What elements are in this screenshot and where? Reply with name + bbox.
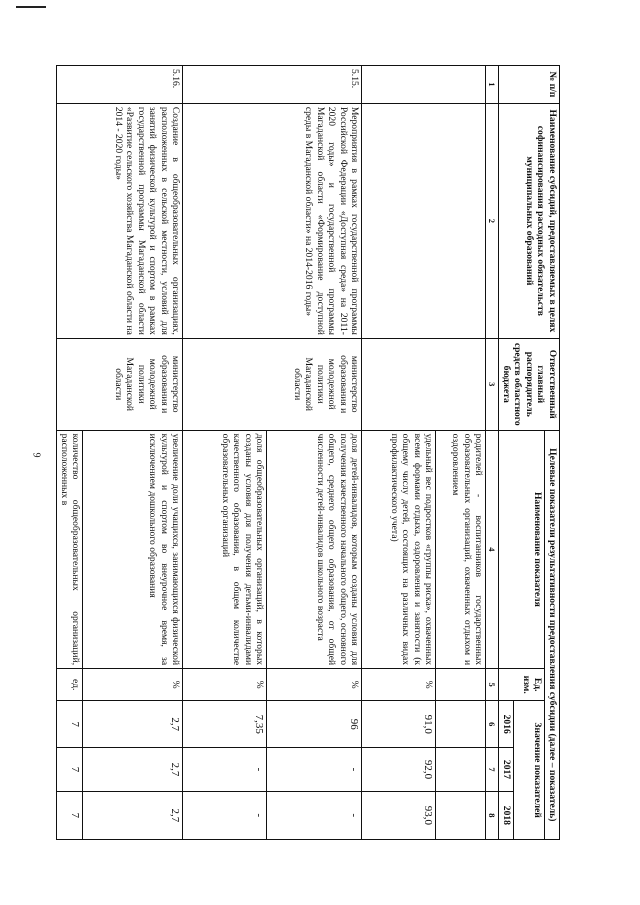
resp-cell-empty (362, 338, 486, 430)
rotated-table-wrapper (56, 65, 560, 840)
index-cell: 1 (486, 66, 499, 104)
indicator-unit: % (83, 669, 183, 701)
unit-cell-empty (436, 669, 486, 701)
indicator-name: увеличение доли учащихся, занимающихся физической культурой и спортом во внеурочное время, за исключением дошкольного образования (83, 430, 183, 669)
value-2017: 7 (57, 748, 83, 792)
responsible-body: министерство образования и молодежной политики Магаданской области (57, 338, 183, 430)
index-cell: 2 (486, 103, 499, 338)
index-cell: 4 (486, 430, 499, 669)
indicator-name: количество общеобразовательных организаций, расположенных в (57, 430, 83, 669)
value-2016: 91,0 (362, 701, 436, 748)
header-year: 2016 (499, 701, 514, 748)
value-cell-empty (436, 701, 486, 748)
indicator-name: удельный вес подростков «группы риска», охваченных всеми формами отдыха, оздоровления и занятости (к общему числу детей, состоящих на различных видах профилактического учета) (362, 430, 436, 669)
table-row (267, 66, 362, 840)
indicator-unit: % (362, 669, 436, 701)
indicator-name: доля детей-инвалидов, которым созданы условия для получения качественного начального общего, основного общего, среднего общего образования, от общей численности детей-инвалидов школьного возраста (267, 430, 362, 669)
value-2017: 2,7 (83, 748, 183, 792)
table-row (436, 66, 486, 840)
header-num: № п/п (499, 66, 560, 104)
index-cell: 6 (486, 701, 499, 748)
header-responsible: Ответственный главный распорядитель средств областного бюджета (499, 338, 560, 430)
value-2017: 92,0 (362, 748, 436, 792)
value-2017: - (183, 748, 267, 792)
row-number: 5.15. (183, 66, 362, 104)
index-cell: 7 (486, 748, 499, 792)
header-subsidy-name: Наименование субсидий, предоставляемых в целях софинансирования расходных обязательств муниципальных образований (499, 103, 560, 338)
index-cell: 8 (486, 791, 499, 839)
name-cell-empty (362, 103, 486, 338)
indicator-name: родителей - воспитанников государственных образовательных организаций, охваченных отдыхом и оздоровлением (436, 430, 486, 669)
subsidy-name: Мероприятия в рамках государственной программы Российской Федерации «Доступная среда» на 2011-2020 годы» и государственной программы Магаданской области «Формирование доступной среды в Магаданской области» на 2014-2016 годы» (183, 103, 362, 338)
value-cell-empty (436, 791, 486, 839)
header-indicator-name: Наименование показателя (499, 430, 545, 669)
responsible-body: министерство образования и молодежной политики Магаданской области (183, 338, 362, 430)
value-2016: 7 (57, 701, 83, 748)
row-number: 5.16. (57, 66, 183, 104)
indicator-name: доля общеобразовательных организаций, в которых созданы условия для получения детьми-инвалидами качественного образования, в общем количестве образовательных организаций (183, 430, 267, 669)
value-2018: - (267, 791, 362, 839)
top-rule (16, 6, 46, 8)
page-number: 9 (30, 452, 42, 458)
header-values: Значение показателей (514, 701, 546, 840)
subsidy-name: Создание в общеобразовательных организациях, расположенных в сельской местности, условий для занятий физической культурой и спортом в рамках государственной программы Магаданской области «Развитие сельского хозяйства Магаданской области на 2014 - 2020 годы» (57, 103, 183, 338)
value-cell-empty (436, 748, 486, 792)
value-2018: 93,0 (362, 791, 436, 839)
value-2018: 2,7 (83, 791, 183, 839)
table-row (83, 66, 183, 840)
indicator-unit: ед. (57, 669, 83, 701)
value-2017: - (267, 748, 362, 792)
subsidy-table (56, 65, 560, 840)
value-2016: 2,7 (83, 701, 183, 748)
value-2016: 7,35 (183, 701, 267, 748)
header-year: 2018 (499, 791, 514, 839)
index-cell: 3 (486, 338, 499, 430)
header-target-indicators: Целевые показатели результативности предоставления субсидии (далее – показатель) (545, 430, 560, 839)
value-2018: - (183, 791, 267, 839)
indicator-unit: % (267, 669, 362, 701)
index-cell: 5 (486, 669, 499, 701)
num-cell-empty (362, 66, 486, 104)
value-2016: 96 (267, 701, 362, 748)
header-unit: Ед. изм. (499, 669, 545, 701)
indicator-unit: % (183, 669, 267, 701)
value-2018: 7 (57, 791, 83, 839)
header-year: 2017 (499, 748, 514, 792)
